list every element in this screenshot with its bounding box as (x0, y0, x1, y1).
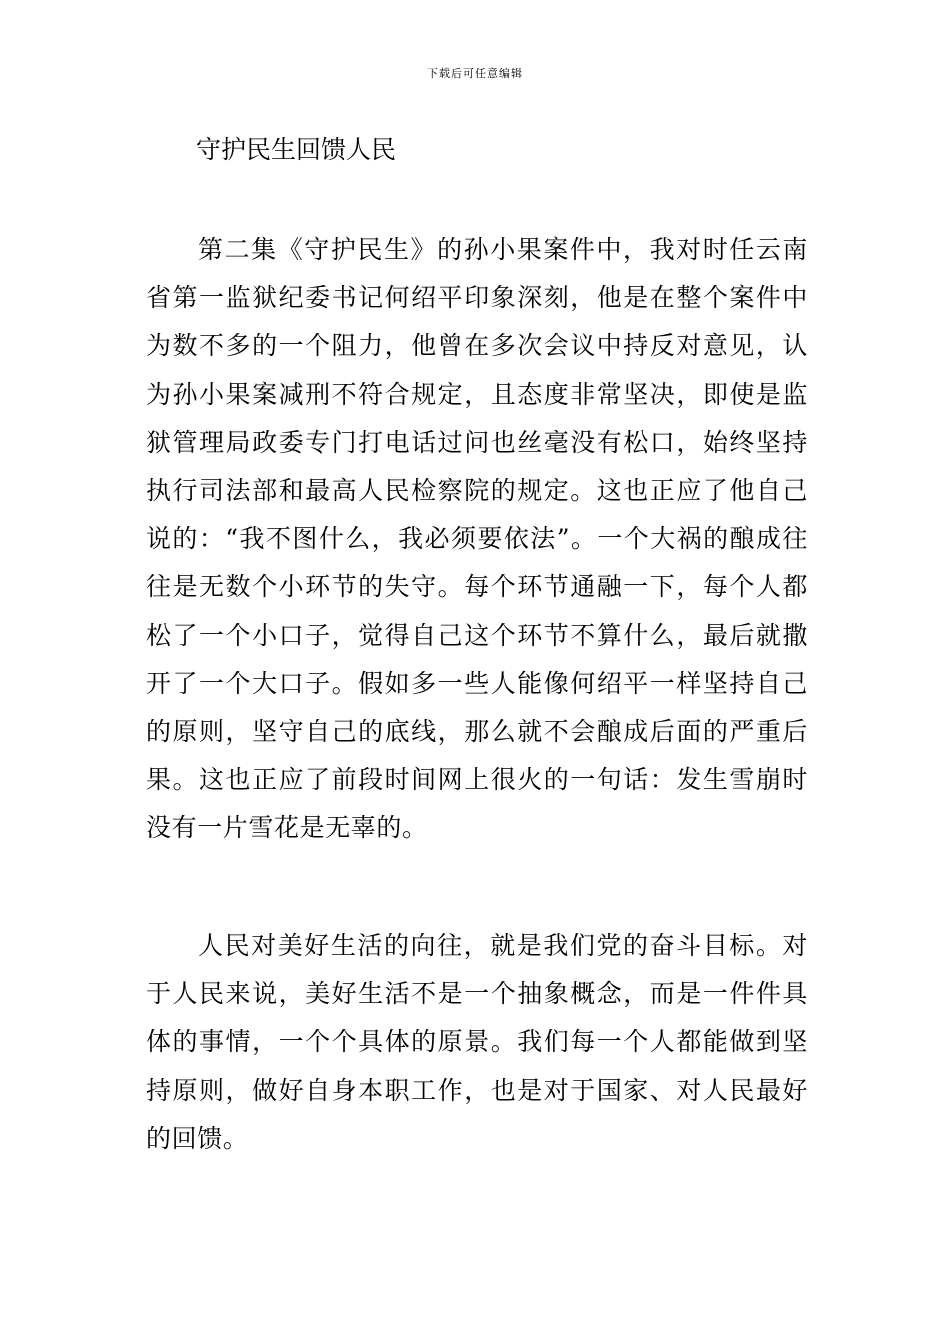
header-note: 下载后可任意编辑 (427, 67, 523, 80)
paragraph-2: 人民对美好生活的向往，就是我们党的奋斗目标。对于人民来说，美好生活不是一个抽象概念，而是一件件具体的事情，一个个具体的原景。我们每一个人都能做到坚持原则，做好自身本职工作，也是对于国家、对人民最好的回馈。 (146, 931, 808, 1153)
paragraph-1: 第二集《守护民生》的孙小果案件中，我对时任云南省第一监狱纪委书记何绍平印象深刻，他是在整个案件中为数不多的一个阻力，他曾在多次会议中持反对意见，认为孙小果案减刑不符合规定，且态度非常坚决，即使是监狱管理局政委专门打电话过问也丝毫没有松口，始终坚持执行司法部和最高人民检察院的规定。这也正应了他自己说的：“我不图什么，我必须要依法”。一个大祸的酿成往往是无数个小环节的失守。每个环节通融一下，每个人都松了一个小口子，觉得自己这个环节不算什么，最后就撒开了一个大口子。假如多一些人能像何绍平一样坚持自己的原则，坚守自己的底线，那么就不会酿成后面的严重后果。这也正应了前段时间网上很火的一句话：发生雪崩时没有一片雪花是无辜的。 (146, 235, 808, 843)
document-title: 守护民生回馈人民 (196, 135, 397, 164)
